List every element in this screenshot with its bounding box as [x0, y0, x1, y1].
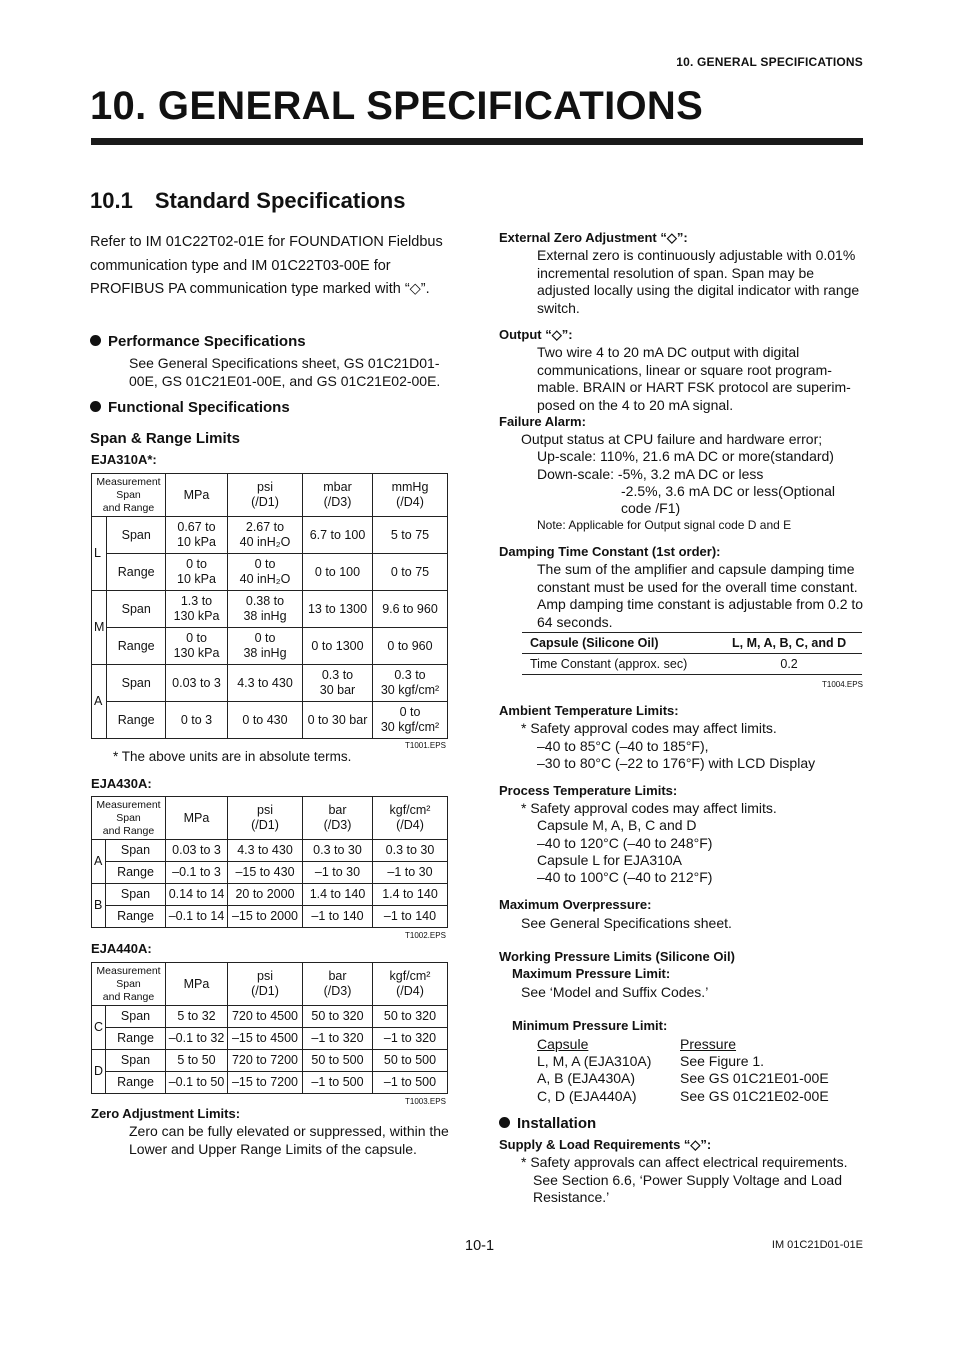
supply-text: * Safety approvals can affect electrical requirements. See Section 6.6, ‘Power Supply Voltage and Load Resistance.’ — [521, 1154, 848, 1205]
table-cell: 0.03 to 3 — [166, 665, 228, 702]
header-cell: MPa — [166, 474, 228, 517]
table-cell: 0.3 to 30 — [373, 840, 448, 862]
functional-heading — [90, 399, 290, 416]
row-label-cell: Range — [107, 702, 166, 739]
failure-l1: Output status at CPU failure and hardware error; — [521, 431, 823, 447]
ambient-l2: –40 to 85°C (–40 to 185°F), — [537, 738, 709, 754]
process-heading: Process Temperature Limits: — [499, 783, 678, 798]
failure-l5: code /F1) — [621, 500, 681, 516]
table-header-row — [92, 797, 448, 840]
doc-number: IM 01C21D01-01E — [771, 1239, 863, 1251]
eja430-eps: T1002.EPS — [405, 931, 446, 940]
row-label-cell: Span — [107, 517, 166, 554]
group-cell: L — [92, 517, 107, 591]
eja310-table — [91, 473, 448, 739]
table-cell: –1 to 140 — [373, 906, 448, 928]
min-row-capsule: A, B (EJA430A) — [537, 1070, 636, 1086]
table-row — [92, 517, 448, 554]
table-cell: 720 to 4500 — [228, 1006, 303, 1028]
table-cell: 0 to 75 — [373, 554, 448, 591]
failure-l2: Up-scale: 110%, 21.6 mA DC or more(standard) — [537, 448, 834, 464]
table-cell: 20 to 2000 — [228, 884, 303, 906]
process-l2: Capsule M, A, B, C and D — [537, 817, 697, 833]
row-label-cell: Range — [107, 554, 166, 591]
table-cell: –15 to 2000 — [228, 906, 303, 928]
table-row — [92, 628, 448, 665]
table-cell: –1 to 140 — [303, 906, 373, 928]
eja430-label: EJA430A: — [91, 776, 152, 791]
table-cell: 5 to 75 — [373, 517, 448, 554]
header-cell: kgf/cm² (/D4) — [373, 963, 448, 1006]
failure-heading: Failure Alarm: — [499, 414, 586, 429]
row-label-cell: Span — [106, 884, 166, 906]
table-row — [92, 1028, 448, 1050]
min-row-pressure: See Figure 1. — [680, 1053, 765, 1069]
performance-heading — [90, 333, 306, 350]
table-cell: 1.4 to 140 — [303, 884, 373, 906]
table-row — [92, 1006, 448, 1028]
output-heading: Output “◇”: — [499, 327, 573, 342]
process-l4: Capsule L for EJA310A — [537, 852, 683, 868]
table-cell: 5 to 32 — [166, 1006, 228, 1028]
table-cell: –1 to 500 — [303, 1072, 373, 1094]
min-col-capsule: Capsule — [537, 1036, 589, 1052]
table-cell: –15 to 430 — [228, 862, 303, 884]
row-label-cell: Range — [106, 1028, 166, 1050]
ext-zero-text: External zero is continuously adjustable with 0.01% incremental resolution of span. Span may be adjusted locally using the digital indicator with range switch. — [537, 247, 860, 316]
table-cell: 1.3 to 130 kPa — [166, 591, 228, 628]
table-cell: –1 to 320 — [373, 1028, 448, 1050]
eja440-table — [91, 962, 448, 1094]
header-cell: mmHg (/D4) — [373, 474, 448, 517]
row-label-cell: Range — [106, 906, 166, 928]
ambient-heading: Ambient Temperature Limits: — [499, 703, 679, 718]
row-label-cell: Range — [106, 862, 166, 884]
group-cell: D — [92, 1050, 106, 1094]
table-cell: 6.7 to 100 — [303, 517, 373, 554]
table-row — [92, 1072, 448, 1094]
eja310-note: * The above units are in absolute terms. — [113, 749, 352, 764]
damping-table — [522, 632, 862, 675]
max-pressure-heading: Maximum Pressure Limit: — [512, 966, 671, 981]
damping-eps: T1004.EPS — [822, 680, 863, 689]
table-cell: 50 to 500 — [303, 1050, 373, 1072]
table-cell: 0 to 38 inHg — [228, 628, 303, 665]
min-row-pressure: See GS 01C21E01-00E — [680, 1070, 829, 1086]
table-cell: 720 to 7200 — [228, 1050, 303, 1072]
intro-text-1: Refer to IM 01C22T02-01E for F — [90, 234, 298, 250]
table-cell: 0 to 100 — [303, 554, 373, 591]
running-header: 10. GENERAL SPECIFICATIONS — [676, 55, 863, 69]
table-row — [92, 554, 448, 591]
page-number: 10-1 — [465, 1238, 495, 1254]
table-cell: 0 to 1300 — [303, 628, 373, 665]
eja440-label: EJA440A: — [91, 941, 152, 956]
damping-row-label: Time Constant (approx. sec) — [522, 654, 716, 675]
process-l3: –40 to 120°C (–40 to 248°F) — [537, 835, 713, 851]
table-row — [92, 906, 448, 928]
table-row — [92, 1050, 448, 1072]
row-label-cell: Range — [107, 628, 166, 665]
damping-head-2: L, M, A, B, C, and D — [716, 633, 862, 654]
header-cell: Measurement Span and Range — [92, 474, 166, 517]
table-cell: 4.3 to 430 — [228, 665, 303, 702]
table-cell: 0.03 to 3 — [166, 840, 228, 862]
eja430-table — [91, 796, 448, 928]
group-cell: A — [92, 665, 107, 739]
overpressure-heading: Maximum Overpressure: — [499, 897, 652, 912]
table-cell: –0.1 to 3 — [166, 862, 228, 884]
damping-heading: Damping Time Constant (1st order): — [499, 544, 721, 559]
title-rule — [91, 138, 863, 145]
row-label-cell: Span — [107, 665, 166, 702]
row-label-cell: Range — [106, 1072, 166, 1094]
overpressure-text: See General Specifications sheet. — [521, 915, 732, 931]
performance-heading-text: Performance Specifications — [108, 333, 306, 350]
table-cell: 0 to 40 inH₂O — [228, 554, 303, 591]
span-range-heading: Span & Range Limits — [90, 430, 241, 447]
row-label-cell: Span — [106, 840, 166, 862]
table-cell: 1.4 to 140 — [373, 884, 448, 906]
page-title: 10. GENERAL SPECIFICATIONS — [90, 84, 704, 128]
ambient-l3: –30 to 80°C (–22 to 176°F) with LCD Display — [537, 755, 816, 771]
section-number: 10.1 — [90, 188, 133, 213]
header-cell: Measurement Span and Range — [92, 963, 166, 1006]
table-cell: 0.38 to 38 inHg — [228, 591, 303, 628]
header-cell: bar (/D3) — [303, 963, 373, 1006]
zero-adj-text: Zero can be fully elevated or suppressed, within the Lower and Upper Range Limits of the capsule. — [129, 1123, 449, 1157]
group-cell: C — [92, 1006, 106, 1050]
min-pressure-heading: Minimum Pressure Limit: — [512, 1018, 668, 1033]
header-cell: Measurement Span and Range — [92, 797, 166, 840]
table-row — [92, 840, 448, 862]
header-cell: psi (/D1) — [228, 963, 303, 1006]
eja310-eps: T1001.EPS — [405, 741, 446, 750]
row-label-cell: Span — [106, 1050, 166, 1072]
damping-text: The sum of the amplifier and capsule damping time constant must be used for the overall time constant. Amp damping time constant is adjustable from 0.2 to 64 seconds. — [537, 561, 864, 630]
table-cell: 0 to 10 kPa — [166, 554, 228, 591]
table-cell: 0 to 960 — [373, 628, 448, 665]
table-cell: –1 to 320 — [303, 1028, 373, 1050]
working-heading: Working Pressure Limits (Silicone Oil) — [499, 949, 735, 964]
table-cell: 0 to 3 — [166, 702, 228, 739]
table-row — [92, 665, 448, 702]
min-col-pressure: Pressure — [680, 1036, 737, 1052]
bullet-icon — [499, 1117, 510, 1128]
damping-head-1: Capsule (Silicone Oil) — [522, 633, 716, 654]
eja310-label: EJA310A*: — [91, 452, 157, 467]
table-header-row — [92, 474, 448, 517]
table-row — [92, 591, 448, 628]
table-cell: 0.3 to 30 — [303, 840, 373, 862]
table-row — [92, 862, 448, 884]
table-row — [92, 884, 448, 906]
intro-foundation: OUNDATION — [297, 234, 384, 250]
table-cell: –0.1 to 50 — [166, 1072, 228, 1094]
table-cell: 9.6 to 960 — [373, 591, 448, 628]
table-cell: 4.3 to 430 — [228, 840, 303, 862]
row-label-cell: Span — [107, 591, 166, 628]
table-cell: 0 to 30 bar — [303, 702, 373, 739]
header-cell: mbar (/D3) — [303, 474, 373, 517]
ext-zero-heading: External Zero Adjustment “◇”: — [499, 230, 688, 245]
process-l1: * Safety approval codes may affect limits. — [521, 800, 777, 816]
group-cell: B — [92, 884, 106, 928]
table-cell: 0 to 30 kgf/cm² — [373, 702, 448, 739]
table-cell: 0.67 to 10 kPa — [166, 517, 228, 554]
header-cell: psi (/D1) — [228, 474, 303, 517]
min-row-capsule: C, D (EJA440A) — [537, 1088, 637, 1104]
min-row-pressure: See GS 01C21E02-00E — [680, 1088, 829, 1104]
performance-text: See General Specifications sheet, GS 01C21D01-00E, GS 01C21E01-00E, and GS 01C21E02-00E. — [129, 355, 441, 389]
header-cell: MPa — [166, 963, 228, 1006]
table-cell: –1 to 500 — [373, 1072, 448, 1094]
bullet-icon — [90, 401, 101, 412]
table-cell: 50 to 320 — [373, 1006, 448, 1028]
table-cell: 0 to 130 kPa — [166, 628, 228, 665]
header-cell: psi (/D1) — [228, 797, 303, 840]
table-cell: 0.3 to 30 kgf/cm² — [373, 665, 448, 702]
installation-heading — [499, 1115, 596, 1132]
intro-text-2: Fieldbus communication type and IM 01C22T03-00E for PROFIBUS PA communication type marked with “◇”. — [90, 234, 443, 297]
table-cell: –15 to 7200 — [228, 1072, 303, 1094]
functional-heading-text: Functional Specifications — [108, 399, 290, 416]
section-title: Standard Specifications — [154, 188, 406, 213]
table-cell: 5 to 50 — [166, 1050, 228, 1072]
section-heading — [90, 188, 405, 214]
bullet-icon — [90, 335, 101, 346]
supply-heading: Supply & Load Requirements “◇”: — [499, 1137, 712, 1152]
table-cell: 2.67 to 40 inH₂O — [228, 517, 303, 554]
table-cell: –15 to 4500 — [228, 1028, 303, 1050]
table-cell: 50 to 500 — [373, 1050, 448, 1072]
table-cell: 0.3 to 30 bar — [303, 665, 373, 702]
table-cell: –1 to 30 — [303, 862, 373, 884]
failure-note: Note: Applicable for Output signal code D and E — [537, 518, 792, 532]
table-cell: –0.1 to 32 — [166, 1028, 228, 1050]
max-pressure-text: See ‘Model and Suffix Codes.’ — [521, 984, 709, 1000]
zero-adj-heading: Zero Adjustment Limits: — [91, 1106, 241, 1121]
eja440-eps: T1003.EPS — [405, 1097, 446, 1106]
group-cell: M — [92, 591, 107, 665]
ambient-l1: * Safety approval codes may affect limits. — [521, 720, 777, 736]
intro-paragraph — [90, 231, 450, 302]
failure-l4: -2.5%, 3.6 mA DC or less(Optional — [621, 483, 835, 499]
table-cell: 0 to 430 — [228, 702, 303, 739]
process-l5: –40 to 100°C (–40 to 212°F) — [537, 869, 713, 885]
table-row — [92, 702, 448, 739]
header-cell: MPa — [166, 797, 228, 840]
table-cell: 13 to 1300 — [303, 591, 373, 628]
table-cell: –1 to 30 — [373, 862, 448, 884]
damping-row-value: 0.2 — [716, 654, 862, 675]
group-cell: A — [92, 840, 106, 884]
table-cell: 50 to 320 — [303, 1006, 373, 1028]
min-row-capsule: L, M, A (EJA310A) — [537, 1053, 652, 1069]
header-cell: bar (/D3) — [303, 797, 373, 840]
header-cell: kgf/cm² (/D4) — [373, 797, 448, 840]
table-cell: –0.1 to 14 — [166, 906, 228, 928]
row-label-cell: Span — [106, 1006, 166, 1028]
table-cell: 0.14 to 14 — [166, 884, 228, 906]
table-header-row — [92, 963, 448, 1006]
installation-heading-text: Installation — [517, 1115, 597, 1132]
failure-l3: Down-scale: -5%, 3.2 mA DC or less — [537, 466, 764, 482]
output-text: Two wire 4 to 20 mA DC output with digital communications, linear or square root program-mable. BRAIN or HART FSK protocol are superim-posed on the 4 to 20 mA signal. — [537, 344, 851, 413]
